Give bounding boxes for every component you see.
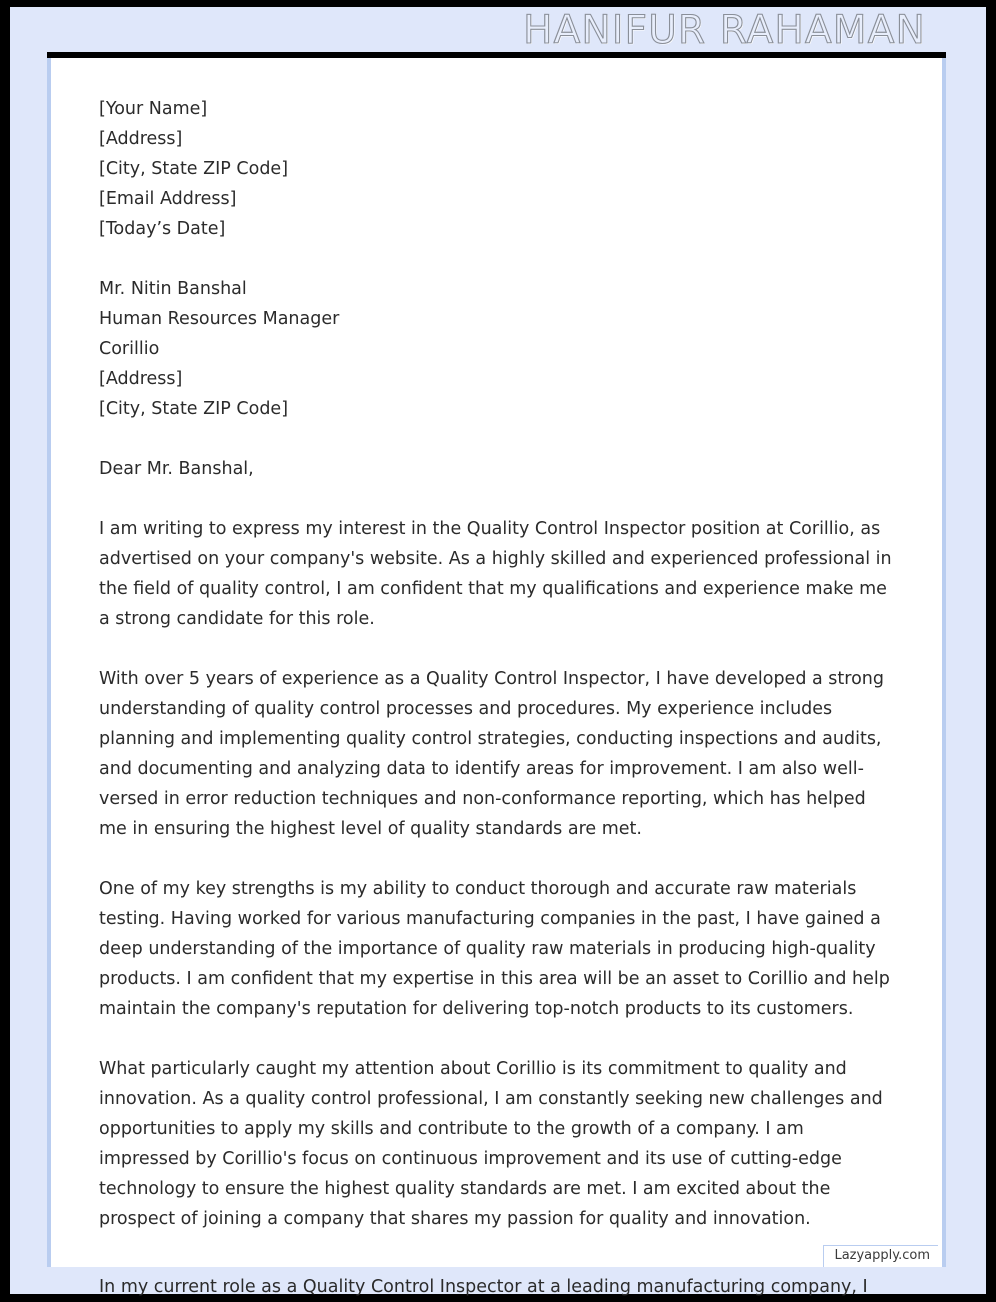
body-paragraph: I am writing to express my interest in the Quality Control Inspector position at Corillio, as advertised on your company's website. As a highly skilled and experienced professional in the field of quality control, I am confident that my qualifications and experience make me a strong candidate for this role. xyxy=(99,519,892,629)
recipient-line: Mr. Nitin Banshal xyxy=(99,279,247,299)
overflow-paragraph-line: In my current role as a Quality Control Inspector at a leading manufacturing company, I xyxy=(99,1277,868,1297)
sender-address-block xyxy=(99,94,894,244)
sender-line: [Address] xyxy=(99,129,183,149)
body-paragraph: One of my key strengths is my ability to conduct thorough and accurate raw materials testing. Having worked for various manufacturing companies in the past, I have gained a deep understanding of the importance of quality raw materials in producing high-quality products. I am confident that my expertise in this area will be an asset to Corillio and help maintain the company's reputation for delivering top-notch products to its customers. xyxy=(99,879,890,1019)
sender-line: [Your Name] xyxy=(99,99,208,119)
body-paragraph: With over 5 years of experience as a Quality Control Inspector, I have developed a strong understanding of quality control processes and procedures. My experience includes planning and implementing quality control strategies, conducting inspections and audits, and documenting and analyzing data to identify areas for improvement. I am also well-versed in error reduction techniques and non-conformance reporting, which has helped me in ensuring the highest level of quality standards are met. xyxy=(99,669,884,839)
sender-line: [Email Address] xyxy=(99,189,237,209)
recipient-line: Human Resources Manager xyxy=(99,309,340,329)
body-paragraph: What particularly caught my attention about Corillio is its commitment to quality and innovation. As a quality control professional, I am constantly seeking new challenges and opportunities to apply my skills and contribute to the growth of a company. I am impressed by Corillio's focus on continuous improvement and its use of cutting-edge technology to ensure the highest quality standards are met. I am excited about the prospect of joining a company that shares my passion for quality and innovation. xyxy=(99,1059,883,1229)
letter-page xyxy=(47,58,946,1267)
letterhead-banner xyxy=(10,7,970,53)
recipient-address-block xyxy=(99,274,894,424)
letter-body xyxy=(99,94,894,1264)
recipient-line: [Address] xyxy=(99,369,183,389)
recipient-line: [City, State ZIP Code] xyxy=(99,399,289,419)
page-title: HANIFUR RAHAMAN xyxy=(523,7,926,53)
watermark-label: Lazyapply.com xyxy=(823,1245,938,1267)
sender-line: [City, State ZIP Code] xyxy=(99,159,289,179)
salutation: Dear Mr. Banshal, xyxy=(99,459,254,479)
salutation-block xyxy=(99,454,894,484)
sender-line: [Today’s Date] xyxy=(99,219,226,239)
recipient-line: Corillio xyxy=(99,339,160,359)
